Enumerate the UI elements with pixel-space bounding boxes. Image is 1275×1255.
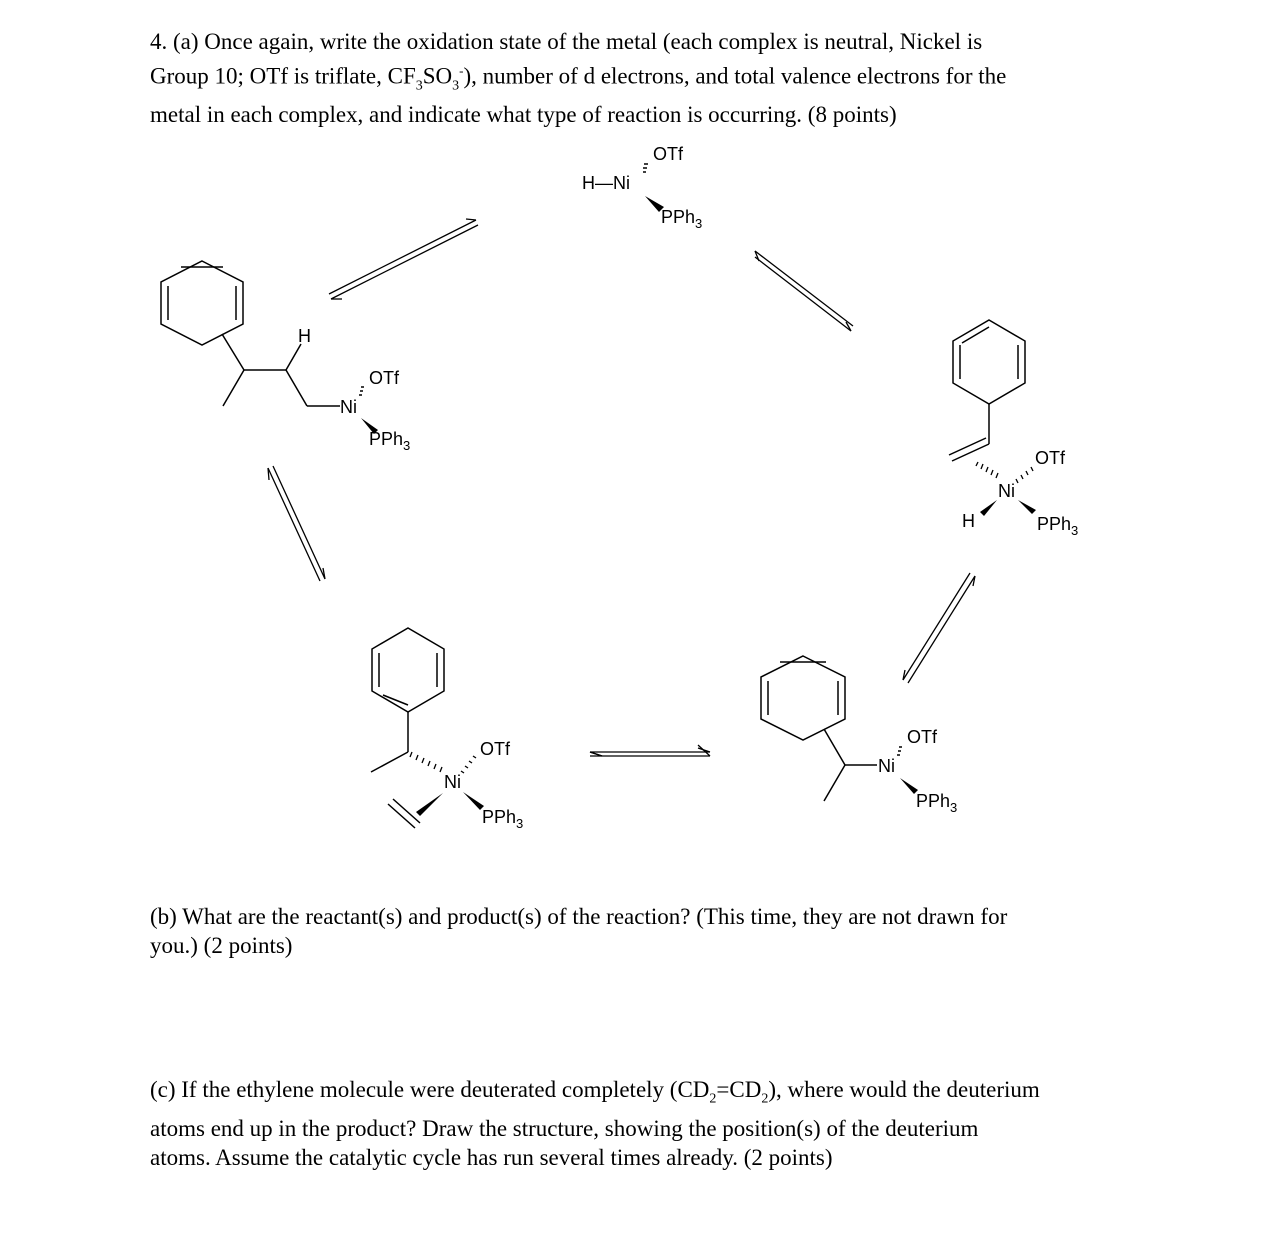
- pph3-label: PPh$_3$: [482, 807, 524, 831]
- wedge-bond: [980, 500, 997, 516]
- question-c-line-3: atoms. Assume the catalytic cycle has run several times already. (2 points): [150, 1144, 833, 1170]
- benzene-ring: [161, 261, 243, 345]
- ni-label: Ni: [998, 481, 1015, 501]
- ni-label: Ni: [444, 772, 461, 792]
- question-c-line-1: (c) If the ethylene molecule were deuterated completely $(CD_2=CD_2)$, where would the deuterium: [150, 1077, 1040, 1107]
- h-label: H: [962, 511, 975, 531]
- question-b-line-2: you.) (2 points): [150, 933, 293, 958]
- benzene-ring: [953, 320, 1025, 404]
- complex-ethylene-nickel: [371, 628, 444, 828]
- equilibrium-arrow-top-right: [755, 251, 853, 331]
- complex-phenylbutyl-nickel-labels: [298, 326, 410, 453]
- question-a-line-3: metal in each complex, and indicate what type of reaction is occurring. (8 points): [150, 102, 897, 128]
- equilibrium-arrow-left: [268, 466, 325, 581]
- question-a-line-1: 4. (a) Once again, write the oxidation state of the metal (each complex is neutral, Nickel is: [150, 29, 983, 54]
- complex-nickel-hydride: [582, 144, 702, 231]
- h-ni-label: H—Ni: [582, 173, 630, 193]
- equilibrium-arrow-top-left: [329, 219, 478, 299]
- benzene-ring: [761, 656, 845, 740]
- benzene-ring: [372, 628, 444, 712]
- complex-phenylethyl-nickel-labels: [878, 727, 957, 815]
- complex-styrene-nickel-hydride-labels: [962, 448, 1078, 538]
- question-c-line-2: atoms end up in the product? Draw the structure, showing the position(s) of the deuterium: [150, 1115, 979, 1141]
- pph3-label: PPh$_3$: [916, 791, 958, 815]
- wedge-bond: [416, 793, 443, 816]
- otf-label: OTf: [369, 368, 399, 388]
- question-a-line-2: Group 10; OTf is triflate, $CF_3SO_3^-$), number of d electrons, and total valence electrons for the: [150, 63, 1007, 94]
- complex-phenylethyl-nickel: [761, 656, 877, 801]
- equilibrium-arrow-bottom: [590, 745, 710, 756]
- complex-ethylene-nickel-labels: [410, 739, 523, 831]
- wedge-bond: [463, 792, 484, 810]
- wedge-bond: [1018, 500, 1036, 514]
- pph3-label: PPh$_3$: [661, 207, 703, 231]
- question-b-line-1: (b) What are the reactant(s) and product(s) of the reaction? (This time, they are not drawn for: [150, 904, 1008, 929]
- h-label: H: [298, 326, 311, 346]
- equilibrium-arrow-right: [903, 573, 975, 683]
- otf-label: OTf: [907, 727, 937, 747]
- ni-label: Ni: [878, 756, 895, 776]
- pph3-label: PPh$_3$: [369, 429, 411, 453]
- otf-label: OTf: [653, 144, 683, 164]
- pph3-label: PPh$_3$: [1037, 514, 1079, 538]
- hash-bond: [643, 164, 648, 172]
- otf-label: OTf: [1035, 448, 1065, 468]
- complex-styrene-nickel-hydride: [949, 320, 1025, 461]
- ni-label: Ni: [340, 397, 357, 417]
- complex-phenylbutyl-nickel: [161, 261, 340, 406]
- otf-label: OTf: [480, 739, 510, 759]
